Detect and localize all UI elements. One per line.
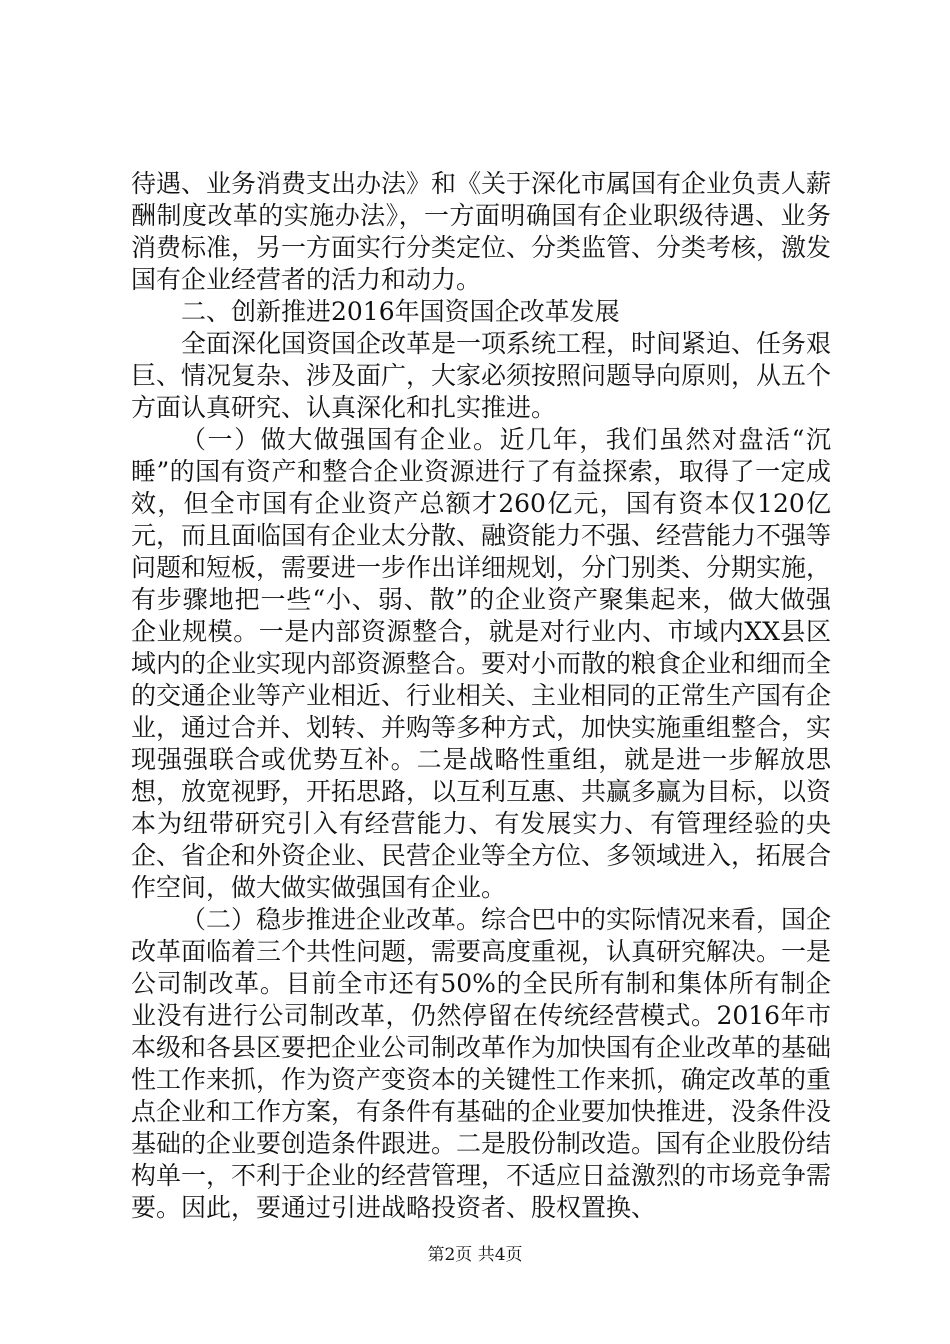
paragraph-item-two: （二）稳步推进企业改革。综合巴中的实际情况来看，国企改革面临着三个共性问题，需要高度重视，认真研究解决。一是公司制改革。目前全市还有50%的全民所有制和集体所有制企业没有进行公司制改革，仍然停留在传统经营模式。2016年市本级和各县区要把企业公司制改革作为加快国有企业改革的基础性工作来抓，作为资产变资本的关键性工作来抓，确定改革的重点企业和工作方案，有条件有基础的企业要加快推进，没条件没基础的企业要创造条件跟进。二是股份制改造。国有企业股份结构单一，不利于企业的经营管理，不适应日益激烈的市场竞争需要。因此，要通过引进战略投资者、股权置换、 (131, 905, 832, 1222)
section-heading: 二、创新推进2016年国资国企改革发展 (181, 297, 620, 326)
paragraph-continuation: 待遇、业务消费支出办法》和《关于深化市属国有企业负责人薪酬制度改革的实施办法》，一方面明确国有企业职级待遇、业务消费标准，另一方面实行分类定位、分类监管、分类考核，激发国有企业经营者的活力和动力。 (131, 169, 832, 294)
paragraph-item-one: （一）做大做强国有企业。近几年，我们虽然对盘活“沉睡”的国有资产和整合企业资源进行了有益探索，取得了一定成效，但全市国有企业资产总额才260亿元，国有资本仅120亿元，而且面临国有企业太分散、融资能力不强、经营能力不强等问题和短板，需要进一步作出详细规划，分门别类、分期实施，有步骤地把一些“小、弱、散”的企业资产聚集起来，做大做强企业规模。一是内部资源整合，就是对行业内、市域内XX县区域内的企业实现内部资源整合。要对小而散的粮食企业和细而全的交通企业等产业相近、行业相关、主业相同的正常生产国有企业，通过合并、划转、并购等多种方式，加快实施重组整合，实现强强联合或优势互补。二是战略性重组，就是进一步解放思想，放宽视野，开拓思路，以互利互惠、共赢多赢为目标，以资本为纽带研究引入有经营能力、有发展实力、有管理经验的央企、省企和外资企业、民营企业等全方位、多领域进入，拓展合作空间，做大做实做强国有企业。 (131, 425, 832, 902)
paragraph-intro: 全面深化国资国企改革是一项系统工程，时间紧迫、任务艰巨、情况复杂、涉及面广，大家必须按照问题导向原则，从五个方面认真研究、认真深化和扎实推进。 (131, 329, 832, 422)
page-number: 第2页 共4页 (427, 1245, 523, 1265)
document-body (131, 168, 831, 1224)
